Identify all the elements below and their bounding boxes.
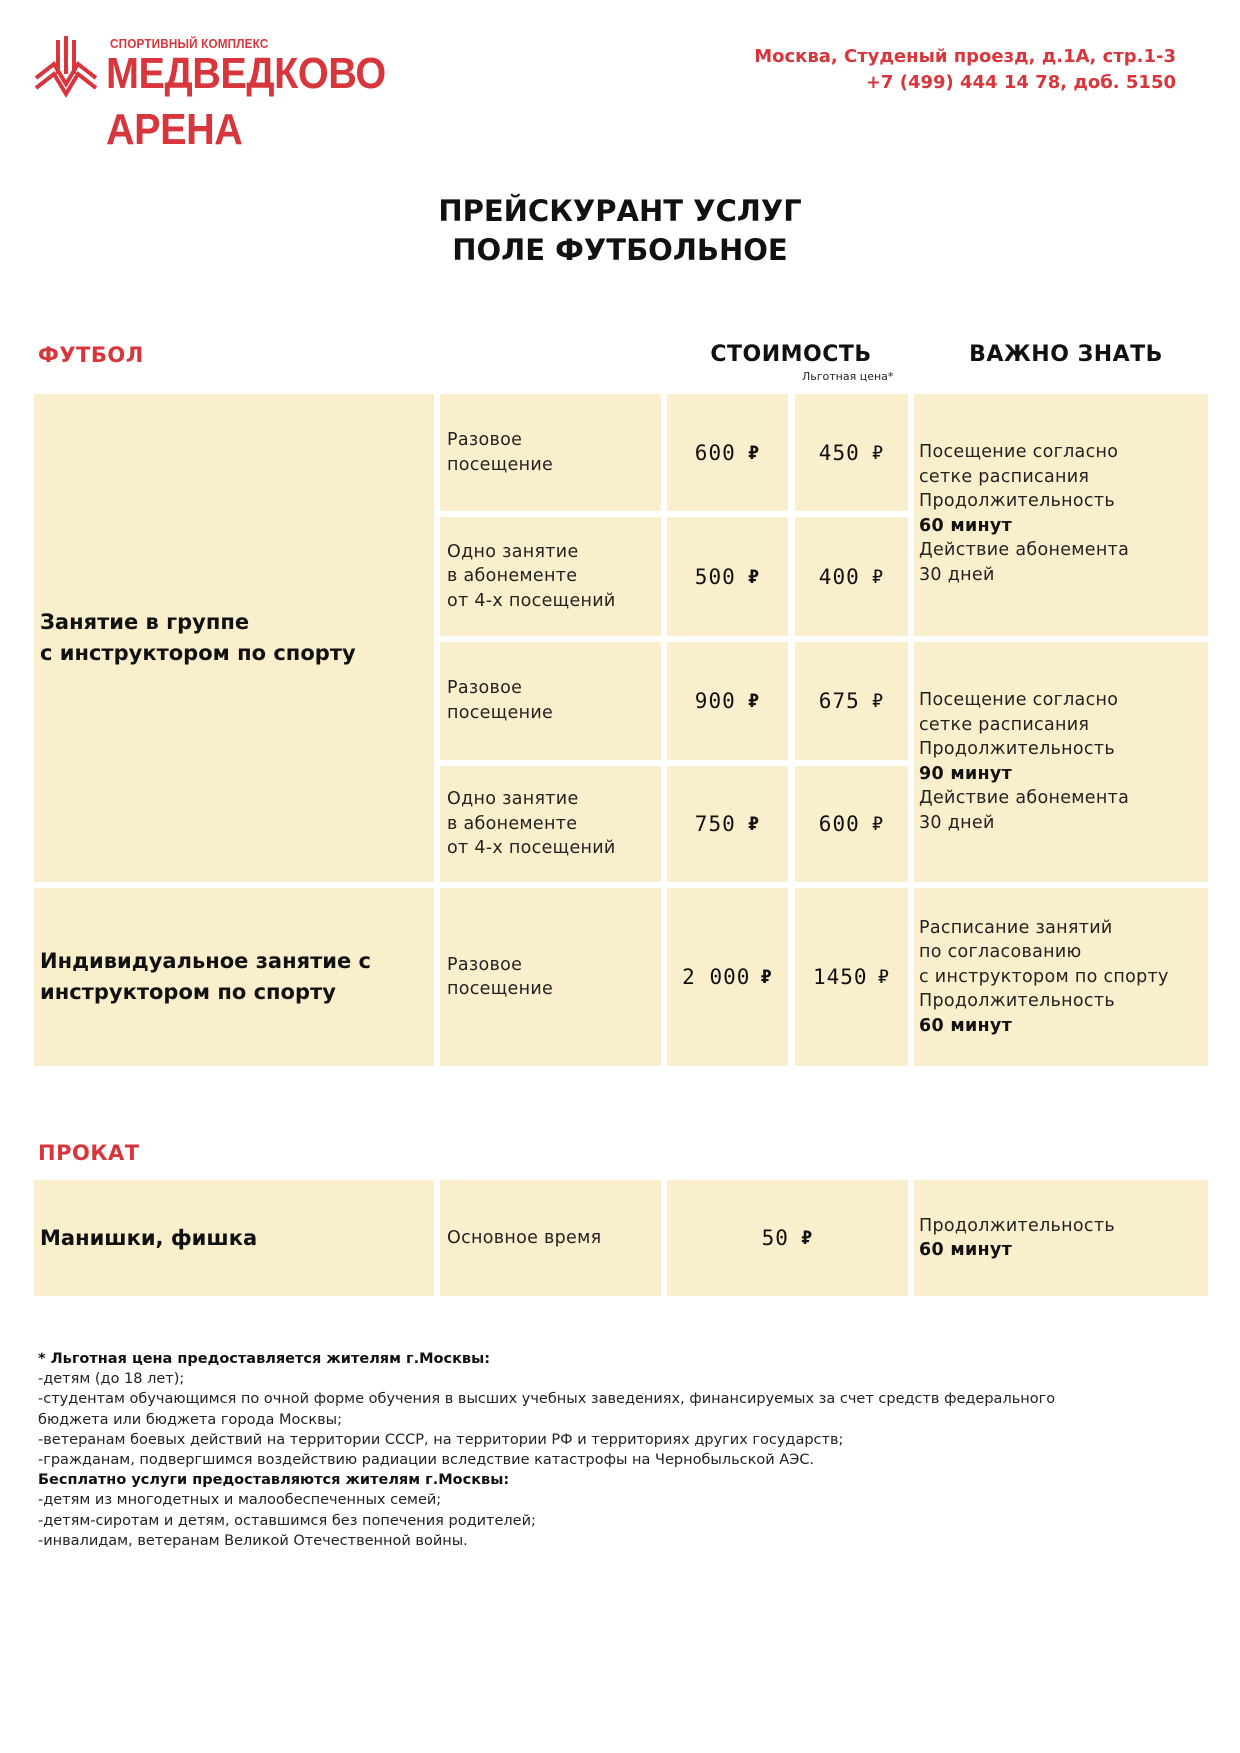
price-cell xyxy=(667,888,788,1066)
footnote-heading: Бесплатно услуги предоставляются жителям г.Москвы: xyxy=(38,1472,510,1489)
logo-emblem-icon xyxy=(34,34,98,98)
ruble-icon: ₽ xyxy=(800,1227,814,1249)
footnote-item: -инвалидам, ветеранам Великой Отечественной войны. xyxy=(38,1532,468,1549)
ruble-icon: ₽ xyxy=(871,441,885,464)
info-cell: Продолжительность 60 минут xyxy=(914,1180,1208,1296)
footnote-item: -ветеранам боевых действий на территории СССР, на территории РФ и территориях других государств; xyxy=(38,1431,844,1448)
discount-price-cell xyxy=(795,517,908,636)
section-football-label: ФУТБОЛ xyxy=(38,343,144,367)
price-value: 750 xyxy=(694,812,736,836)
group-lesson-title xyxy=(34,394,434,882)
ruble-icon: ₽ xyxy=(747,690,761,712)
ruble-icon: ₽ xyxy=(871,813,885,835)
price-cell xyxy=(667,642,788,760)
discount-price-cell xyxy=(795,766,908,882)
ruble-icon: ₽ xyxy=(760,966,773,988)
footnote-item: -детям-сиротам и детям, оставшимся без попечения родителей; xyxy=(38,1512,536,1529)
contacts xyxy=(754,44,1176,96)
service-cell: Одно занятие в абонементе от 4-х посещений xyxy=(440,766,661,882)
footnote-item: -детям из многодетных и малообеспеченных семей; xyxy=(38,1492,442,1509)
footnote-item: -студентам обучающимся по очной форме обучения в высших учебных заведениях, финансируемых за счет средств федерального xyxy=(38,1391,1056,1408)
ruble-icon: ₽ xyxy=(871,690,885,712)
discount-note: Льготная цена* xyxy=(802,370,894,383)
ruble-icon: ₽ xyxy=(871,565,885,588)
ruble-icon: ₽ xyxy=(747,441,761,464)
discount-value: 400 xyxy=(818,564,860,589)
discount-value: 600 xyxy=(818,812,860,836)
group-title-line-2: с инструктором по спорту xyxy=(40,641,356,665)
ruble-icon: ₽ xyxy=(747,565,761,588)
phone: +7 (499) 444 14 78, доб. 5150 xyxy=(865,72,1176,93)
info-cell: Посещение согласно сетке расписания Продолжительность 90 минут Действие абонемента 30 дней xyxy=(914,642,1208,882)
duration-value: 60 минут xyxy=(919,1240,1013,1260)
title-line-1: ПРЕЙСКУРАНТ УСЛУГ xyxy=(438,194,802,228)
price-cell xyxy=(667,517,788,636)
discount-value: 1450 xyxy=(812,965,868,989)
info-cell: Расписание занятий по согласованию с инструктором по спорту Продолжительность 60 минут xyxy=(914,888,1208,1066)
logo-subtitle: СПОРТИВНЫЙ КОМПЛЕКС xyxy=(110,36,269,51)
footnote xyxy=(38,1349,1208,1551)
info-cell: Посещение согласно сетке расписания Продолжительность 60 минут Действие абонемента 30 дней xyxy=(914,394,1208,636)
service-cell: Одно занятие в абонементе от 4-х посещений xyxy=(440,517,661,636)
cost-header: СТОИМОСТЬ xyxy=(710,342,872,367)
discount-value: 675 xyxy=(818,689,860,713)
price-cell xyxy=(667,394,788,511)
price-value: 50 xyxy=(761,1226,789,1250)
individual-lesson-title: Индивидуальное занятие с инструктором по спорту xyxy=(34,888,434,1066)
title-line-2: ПОЛЕ ФУТБОЛЬНОЕ xyxy=(452,233,788,267)
service-cell: Основное время xyxy=(440,1180,661,1296)
discount-price-cell xyxy=(795,394,908,511)
price-value: 900 xyxy=(694,689,736,713)
discount-value: 450 xyxy=(818,440,860,465)
ruble-icon: ₽ xyxy=(747,813,761,835)
duration-value: 60 минут xyxy=(919,515,1013,536)
info-header: ВАЖНО ЗНАТЬ xyxy=(969,342,1163,367)
price-value: 2 000 xyxy=(682,965,751,989)
service-cell: Разовое посещение xyxy=(440,642,661,760)
service-cell: Разовое посещение xyxy=(440,394,661,511)
discount-price-cell xyxy=(795,888,908,1066)
footnote-item: -гражданам, подвергшимся воздействию радиации вследствие катастрофы на Чернобыльской АЭС. xyxy=(38,1452,815,1469)
logo xyxy=(34,34,474,154)
duration-value: 90 минут xyxy=(919,763,1013,784)
address: Москва, Студеный проезд, д.1А, стр.1-3 xyxy=(754,46,1176,67)
service-cell: Разовое посещение xyxy=(440,888,661,1066)
price-cell xyxy=(667,766,788,882)
price-cell xyxy=(667,1180,908,1296)
discount-price-cell xyxy=(795,642,908,760)
rental-title: Манишки, фишка xyxy=(34,1180,434,1296)
footnote-item: бюджета или бюджета города Москвы; xyxy=(38,1411,342,1428)
price-value: 500 xyxy=(694,564,736,589)
ruble-icon: ₽ xyxy=(877,966,891,988)
price-value: 600 xyxy=(694,440,736,465)
group-title-line-1: Занятие в группе xyxy=(40,610,250,634)
footnote-heading: * Льготная цена предоставляется жителям г.Москвы: xyxy=(38,1351,491,1367)
logo-title: МЕДВЕДКОВО АРЕНА xyxy=(106,49,386,154)
duration-value: 60 минут xyxy=(919,1015,1013,1036)
page-title xyxy=(0,192,1240,270)
footnote-item: -детям (до 18 лет); xyxy=(38,1371,185,1388)
section-rental-label: ПРОКАТ xyxy=(38,1141,140,1165)
